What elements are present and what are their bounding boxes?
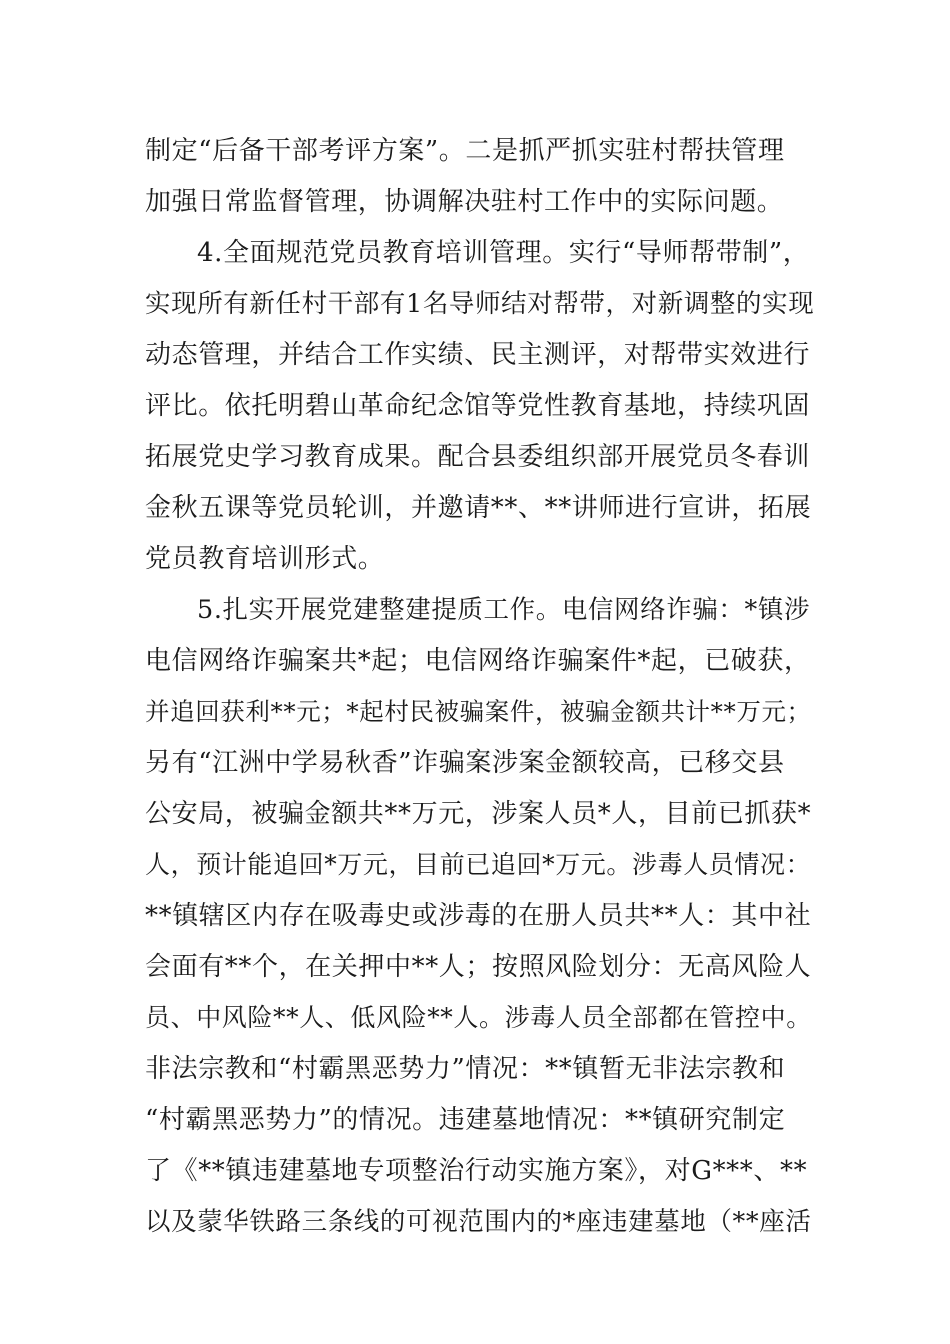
paragraph-5-heading: 5.扎实开展党建整建提质工作。电信网络诈骗：*镇涉 [197, 595, 811, 625]
paragraph-4-heading: 4.全面规范党员教育培训管理。实行“导师帮带制”， [197, 238, 810, 268]
text-line: 动态管理，并结合工作实绩、民主测评，对帮带实效进行 [145, 340, 811, 370]
text-line: 人，预计能追回*万元，目前已追回*万元。涉毒人员情况： [145, 850, 812, 879]
text-line: 金秋五课等党员轮训，并邀请**、**讲师进行宣讲，拓展 [145, 493, 812, 523]
text-line: 并追回获利**元；*起村民被骗案件，被骗金额共计**万元； [145, 697, 812, 726]
text-line: 制定“后备干部考评方案”。二是抓严抓实驻村帮扶管理 [145, 136, 785, 166]
text-line: 公安局，被骗金额共**万元，涉案人员*人，目前已抓获* [145, 799, 812, 829]
text-line: 加强日常监督管理，协调解决驻村工作中的实际问题。 [145, 187, 784, 217]
text-line: 拓展党史学习教育成果。配合县委组织部开展党员冬春训 [145, 442, 811, 472]
text-line: “村霸黑恶势力”的情况。违建墓地情况：**镇研究制定 [145, 1105, 786, 1135]
text-line: 评比。依托明碧山革命纪念馆等党性教育基地，持续巩固 [145, 391, 811, 421]
text-line: 实现所有新任村干部有1名导师结对帮带，对新调整的实现 [145, 289, 815, 319]
text-line: 另有“江洲中学易秋香”诈骗案涉案金额较高，已移交县 [145, 748, 785, 778]
text-line: 以及蒙华铁路三条线的可视范围内的*座违建墓地（**座活 [145, 1207, 812, 1237]
text-line: 非法宗教和“村霸黑恶势力”情况：**镇暂无非法宗教和 [145, 1054, 786, 1084]
text-line: 党员教育培训形式。 [145, 544, 385, 574]
text-line: **镇辖区内存在吸毒史或涉毒的在册人员共**人：其中社 [145, 901, 812, 931]
text-line: 员、中风险**人、低风险**人。涉毒人员全部都在管控中。 [145, 1003, 812, 1032]
text-line: 了《**镇违建墓地专项整治行动实施方案》，对G***、** [145, 1156, 808, 1186]
text-line: 会面有**个，在关押中**人；按照风险划分：无高风险人 [145, 952, 812, 982]
text-line: 电信网络诈骗案共*起；电信网络诈骗案件*起，已破获， [145, 646, 811, 676]
